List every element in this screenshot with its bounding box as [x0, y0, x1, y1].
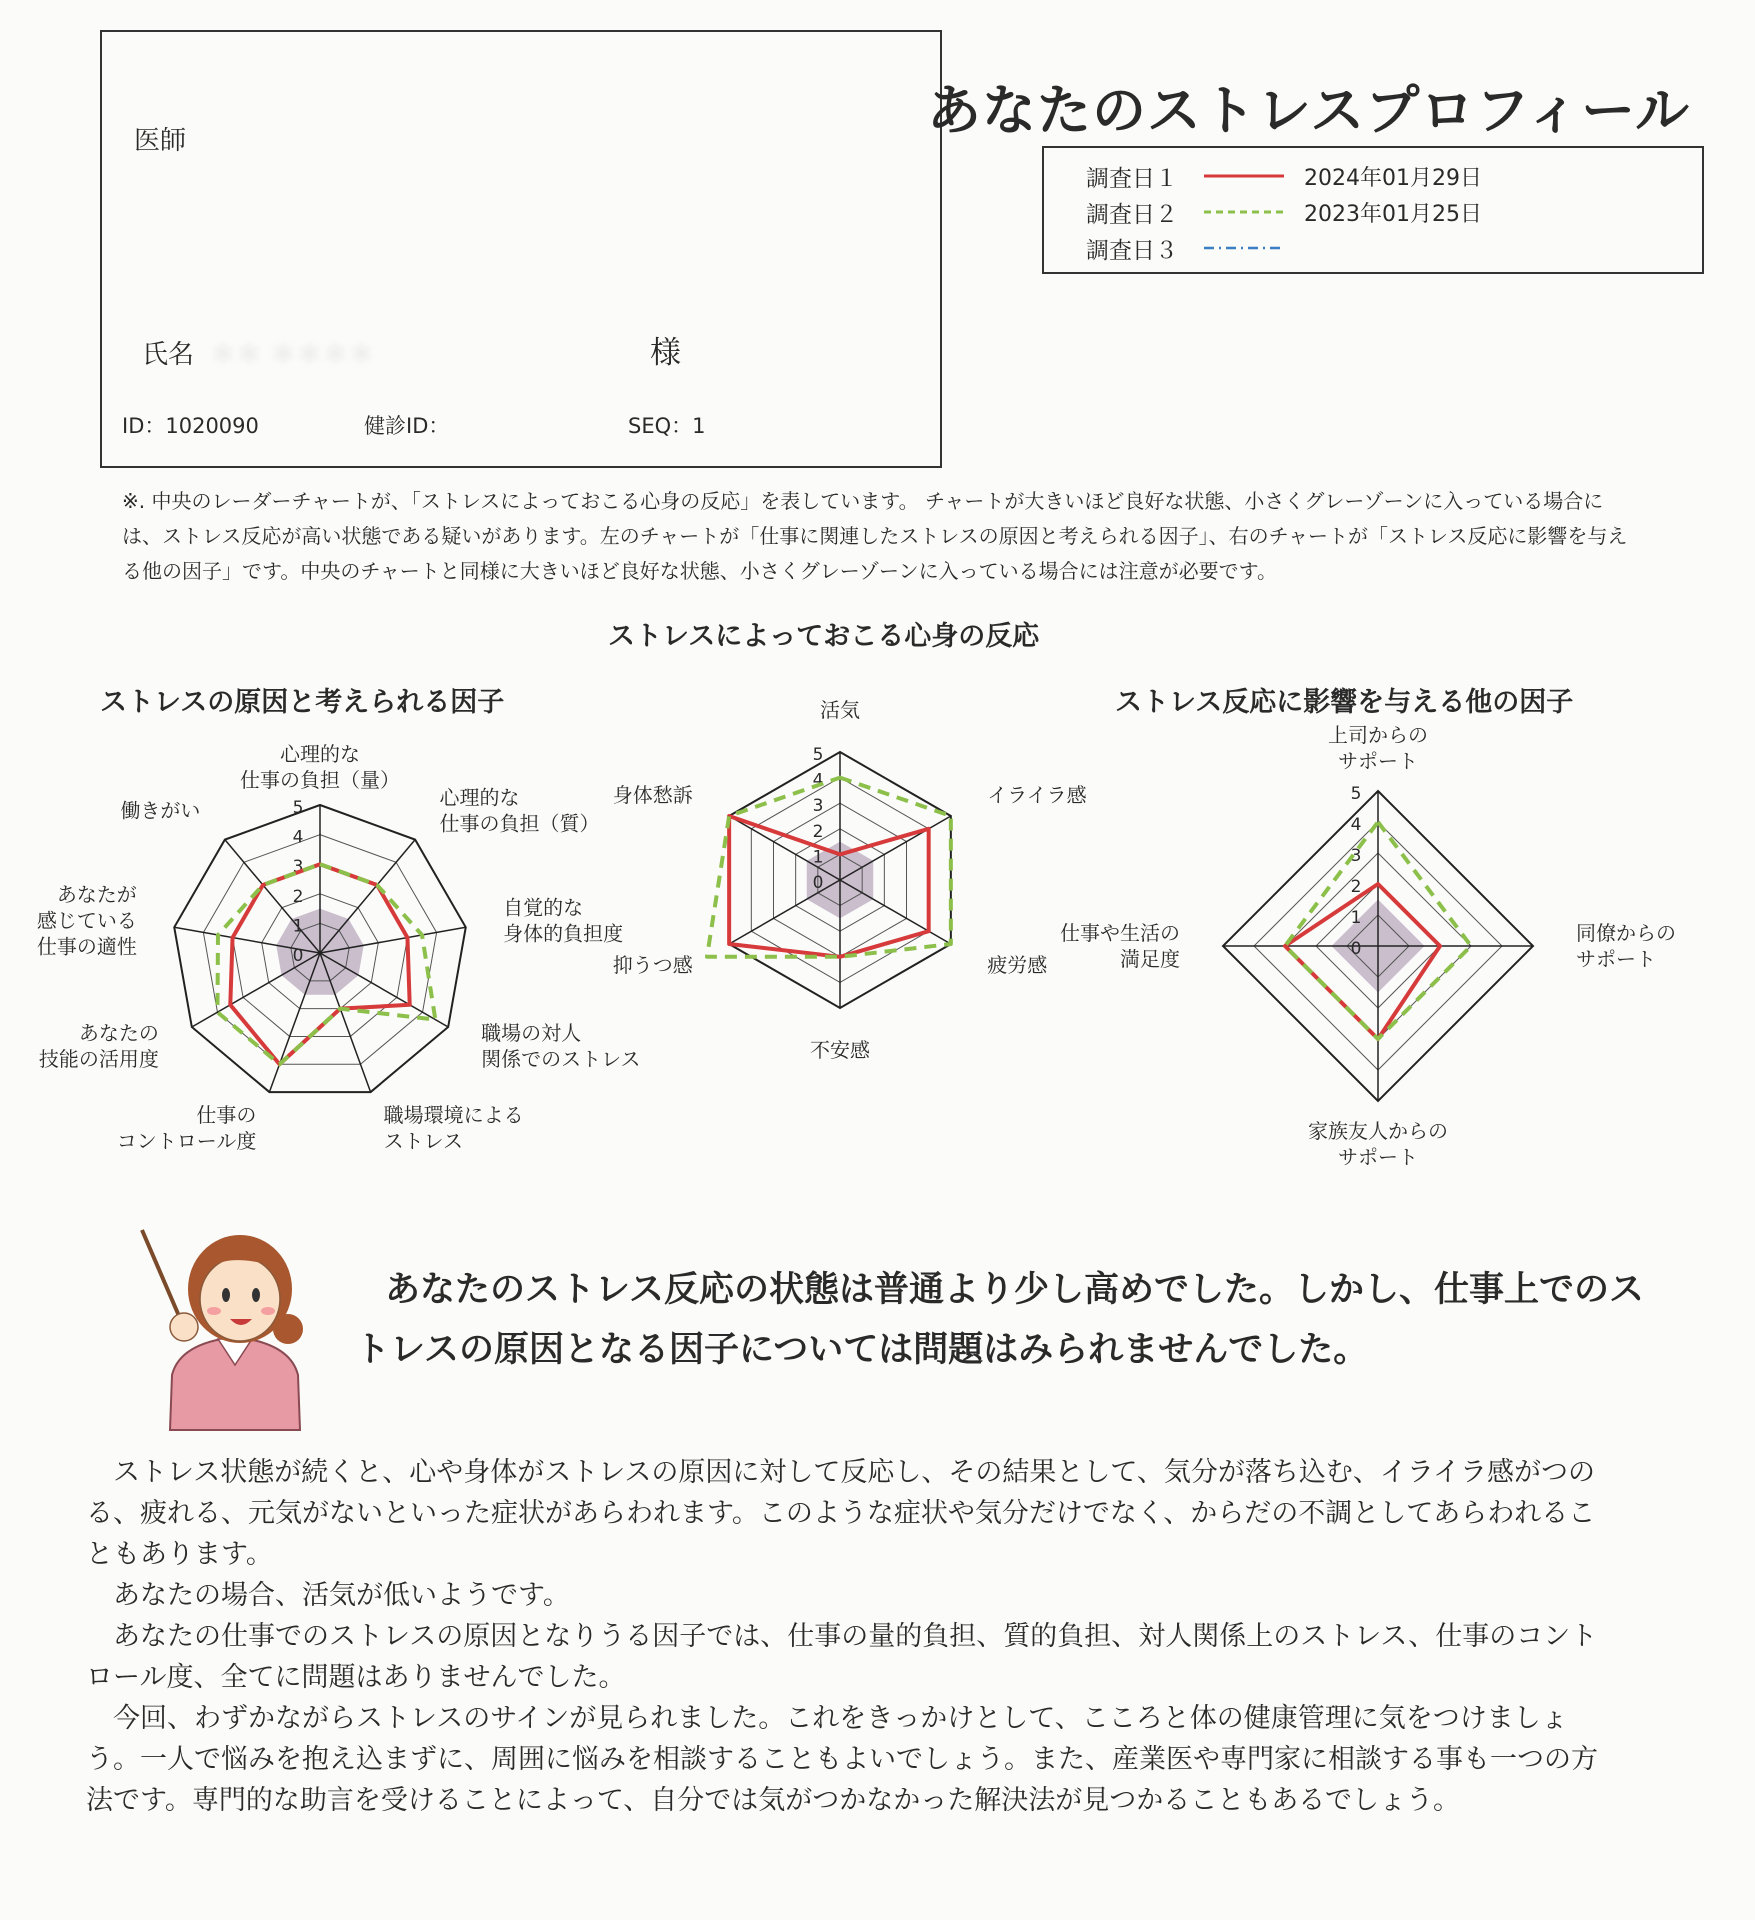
radar-axis-label-line: 自覚的な — [503, 895, 584, 920]
radar-spoke — [320, 840, 415, 953]
radar-axis-label-line: 満足度 — [1120, 947, 1180, 971]
summary-statement: あなたのストレス反応の状態は普通より少し高めでした。しかし、仕事上でのストレスの原因となる因子については問題はみられませんでした。 — [355, 1270, 1644, 1370]
radar-chart-stress-reactions — [560, 660, 1130, 1100]
seq-label: SEQ：1 — [628, 414, 706, 438]
radar-tick-label: 0 — [1350, 939, 1362, 959]
radar-axis-label-line: 疲労感 — [987, 953, 1048, 977]
radar-axis-label-line: 仕事の負担（質） — [439, 811, 600, 836]
radar-tick-label: 4 — [292, 827, 304, 848]
radar-axis-label — [1328, 723, 1428, 773]
radar-tick-label: 4 — [1350, 815, 1362, 835]
radar-axis-label — [39, 1021, 159, 1071]
id-label: ID：1020090 — [122, 414, 259, 438]
radar-axis-label — [820, 698, 860, 722]
radar-tick-label: 0 — [292, 946, 304, 966]
radar-tick-label: 1 — [1350, 908, 1362, 928]
radar-axis-label-line: 職場環境による — [383, 1102, 524, 1127]
radar-axis-label-line: サポート — [1576, 947, 1656, 971]
radar-tick-label: 0 — [812, 873, 824, 893]
chart-title-right: ストレス反応に影響を与える他の因子 — [1115, 687, 1574, 718]
radar-tick-label: 4 — [812, 770, 824, 791]
legend-date: 2023年01月25日 — [1304, 201, 1482, 227]
radar-axis-label-line: あなたの — [78, 1021, 159, 1045]
radar-axis-label-line: コントロール度 — [116, 1128, 257, 1153]
radar-axis-label-line: 心理的な — [280, 742, 360, 766]
radar-axis-label-line: 身体愁訴 — [612, 783, 693, 807]
radar-axis-label-line: 仕事の負担（量） — [240, 768, 400, 792]
radar-tick-label: 1 — [812, 847, 824, 868]
radar-axis-label — [384, 1103, 524, 1153]
name-value: ＊＊ ＊＊＊＊ — [210, 340, 375, 370]
legend — [1042, 146, 1704, 274]
legend-line-solid — [1204, 171, 1284, 181]
pointer-stick — [142, 1230, 182, 1323]
radar-tick-label: 3 — [812, 796, 824, 817]
name-label: 氏名 — [142, 340, 195, 370]
radar-spoke — [840, 880, 951, 944]
radar-axis-label — [37, 883, 137, 959]
radar-tick-label: 5 — [1350, 784, 1362, 804]
legend-item — [1086, 159, 1482, 193]
radar-axis-label — [240, 742, 400, 792]
radar-axis-label-line: 職場の対人 — [481, 1021, 582, 1045]
doctor-label: 医師 — [134, 126, 187, 156]
radar-axis-label-line: 仕事の適性 — [36, 934, 137, 959]
radar-axis-label — [613, 783, 693, 807]
radar-tick-label: 3 — [292, 857, 304, 878]
radar-axis-label — [1308, 1119, 1448, 1169]
explanation-note: ※. 中央のレーダーチャートが、「ストレスによっておこる心身の反応」を表しています。 チャートが大きいほど良好な状態、小さくグレーゾーンに入っている場合には、ストレス反応が高い状態である疑いがあります。左のチャートが「仕事に関連したストレスの原因と考えられる因子」、右のチャートが「ストレス反応に影響を与える他の因子」です。中央のチャートと同様に大きいほど良好な状態、小さくグレーゾーンに入っている場合には注意が必要です。 — [122, 489, 1628, 583]
radar-axis-label-line: 同僚からの — [1576, 921, 1676, 945]
radar-tick-label: 2 — [812, 821, 824, 842]
radar-tick-label: 5 — [292, 798, 304, 818]
radar-axis-label-line: 上司からの — [1328, 723, 1428, 747]
advice-paragraph: あなたの仕事でのストレスの原因となりうる因子では、仕事の量的負担、質的負担、対人関係上のストレス、仕事のコントロール度、全てに問題はありませんでした。 — [86, 1621, 1598, 1693]
legend-line-dashed — [1204, 207, 1284, 217]
radar-axis-label — [987, 783, 1086, 807]
honorific: 様 — [650, 335, 681, 371]
radar-axis-label-line: 仕事の — [196, 1102, 257, 1127]
radar-tick-label: 1 — [292, 916, 304, 937]
advice-body — [86, 1452, 1606, 1821]
radar-axis-label-line: あなたが — [56, 882, 137, 907]
radar-tick-label: 2 — [292, 886, 304, 907]
radar-axis-label-line: 家族友人からの — [1308, 1119, 1448, 1143]
radar-axis-label-line: 技能の活用度 — [38, 1047, 159, 1071]
radar-axis-label-line: 抑うつ感 — [612, 953, 693, 977]
radar-axis-label-line: 心理的な — [439, 785, 520, 810]
radar-axis-label — [810, 1038, 870, 1062]
legend-line-dashdot — [1204, 243, 1284, 253]
advice-paragraph: あなたの場合、活気が低いようです。 — [113, 1580, 570, 1611]
teacher-illustration — [140, 1225, 330, 1430]
legend-item — [1086, 231, 1304, 265]
radar-axis-label-line: 身体的負担度 — [503, 921, 624, 946]
radar-chart-other-factors — [1060, 715, 1676, 1175]
health-id-label: 健診ID： — [364, 414, 450, 438]
legend-label: 調査日３ — [1086, 237, 1178, 264]
radar-axis-label-line: 不安感 — [810, 1038, 870, 1062]
radar-axis-label-line: 仕事や生活の — [1060, 921, 1180, 945]
page-title: あなたのストレスプロフィール — [927, 79, 1690, 142]
radar-axis-label-line: サポート — [1338, 749, 1418, 773]
legend-item — [1086, 195, 1482, 229]
legend-label: 調査日１ — [1086, 165, 1178, 192]
radar-chart-stress-causes — [36, 700, 641, 1180]
radar-axis-label — [613, 953, 693, 977]
chart-title-center: ストレスによっておこる心身の反応 — [608, 621, 1040, 652]
radar-axis-label-line: 活気 — [820, 698, 860, 722]
radar-tick-label: 5 — [812, 745, 824, 765]
radar-spoke — [225, 840, 320, 953]
patient-info-box — [100, 30, 942, 468]
legend-label: 調査日２ — [1086, 201, 1178, 228]
radar-axis-label-line: ストレス — [383, 1128, 464, 1153]
radar-axis-label-line: サポート — [1338, 1145, 1418, 1169]
radar-axis-label — [117, 1103, 257, 1153]
radar-tick-label: 3 — [1350, 846, 1362, 866]
legend-date: 2024年01月29日 — [1304, 165, 1482, 191]
advice-paragraph: 今回、わずかながらストレスのサインが見られました。これをきっかけとして、こころと体の健康管理に気をつけましょう。一人で悩みを抱え込まずに、周囲に悩みを相談することもよいでしょう。また、産業医や専門家に相談する事も一つの方法です。専門的な助言を受けることによって、自分では気がつかなかった解決法が見つかることもあるでしょう。 — [86, 1703, 1598, 1816]
radar-tick-label: 2 — [1350, 877, 1362, 897]
radar-axis-label — [987, 953, 1047, 977]
radar-axis-label — [1576, 921, 1676, 971]
advice-paragraph: ストレス状態が続くと、心や身体がストレスの原因に対して反応し、その結果として、気分が落ち込む、イライラ感がつのる、疲れる、元気がないといった症状があらわれます。このような症状や気分だけでなく、からだの不調としてあらわれることもあります。 — [86, 1457, 1596, 1570]
radar-axis-label — [120, 799, 200, 823]
chart-title-left: ストレスの原因と考えられる因子 — [100, 687, 505, 718]
radar-axis-label-line: 感じている — [36, 908, 137, 933]
radar-axis-label-line: 働きがい — [120, 798, 201, 823]
radar-axis-label-line: 関係でのストレス — [481, 1047, 641, 1071]
radar-axis-label-line: イライラ感 — [987, 783, 1087, 807]
